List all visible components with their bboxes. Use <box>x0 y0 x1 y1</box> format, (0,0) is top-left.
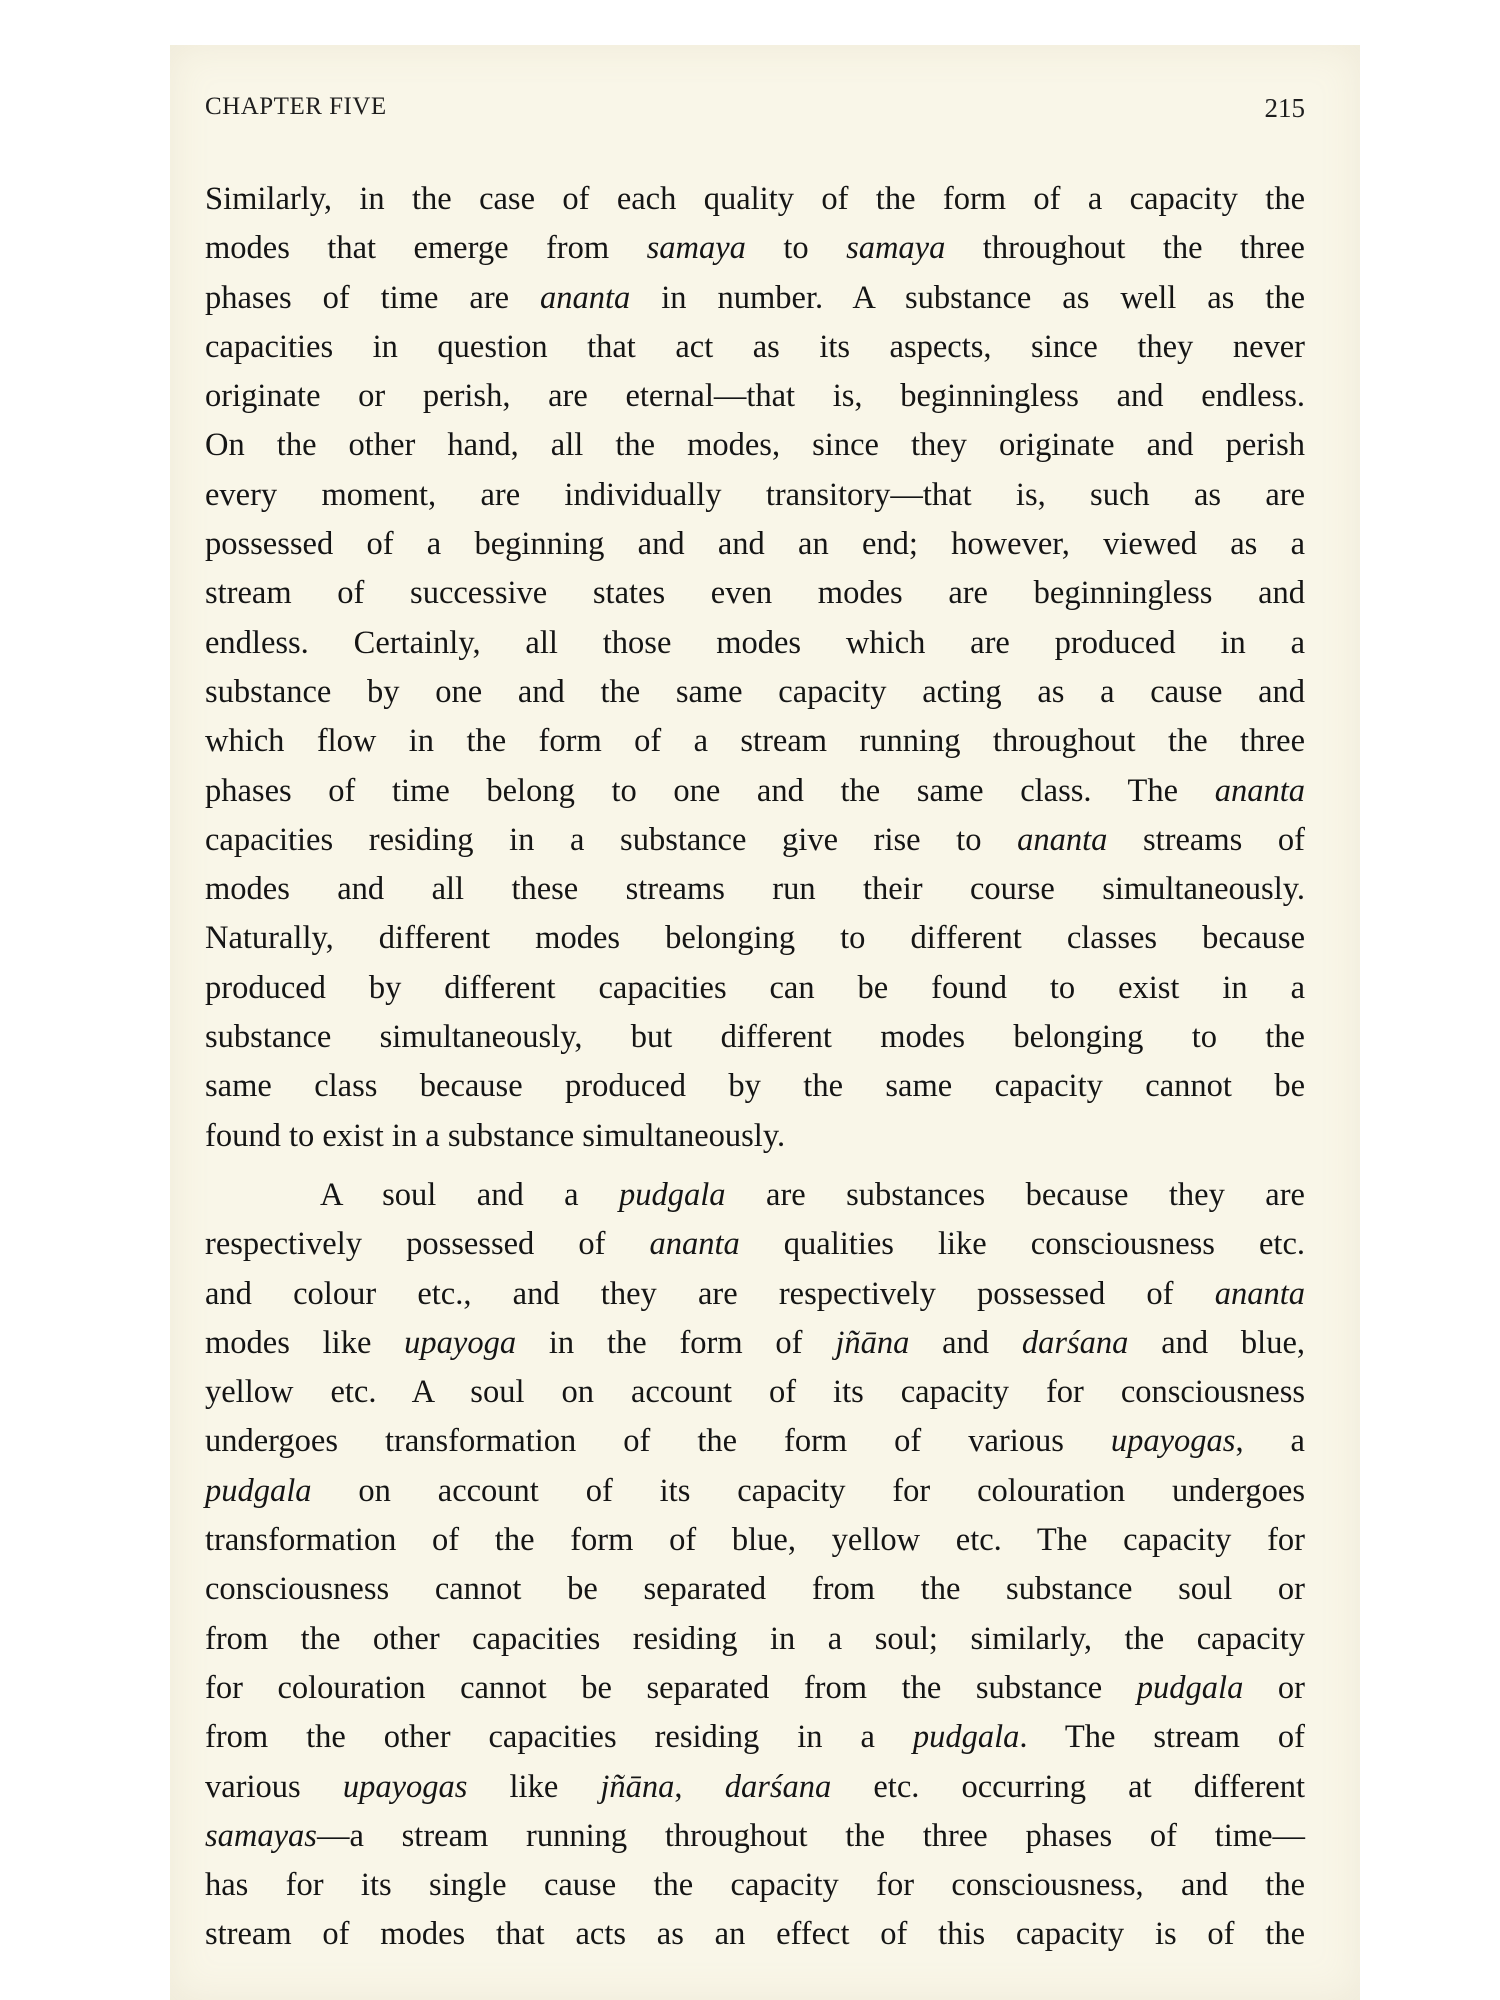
text-line: modes and all these streams run their course simultaneously. <box>205 871 1305 908</box>
text-line: transformation of the form of blue, yellow etc. The capacity for <box>205 1522 1305 1559</box>
text-line: various upayogas like jñāna, darśana etc. occurring at different <box>205 1768 1306 1805</box>
text-line: from the other capacities residing in a soul; similarly, the capacity <box>205 1620 1305 1657</box>
text-line: pudgala on account of its capacity for colouration undergoes <box>205 1472 1305 1509</box>
text-line: respectively possessed of ananta qualities like consciousness etc. <box>205 1226 1305 1263</box>
text-line: stream of modes that acts as an effect of this capacity is of the <box>205 1916 1305 1953</box>
text-line: same class because produced by the same capacity cannot be <box>205 1068 1305 1105</box>
chapter-heading: CHAPTER FIVE <box>205 93 387 120</box>
text-line: possessed of a beginning and and an end; however, viewed as a <box>205 526 1305 563</box>
text-line: modes that emerge from samaya to samaya throughout the three <box>205 230 1305 267</box>
text-line: modes like upayoga in the form of jñāna and darśana and blue, <box>205 1324 1305 1361</box>
text-line: capacities residing in a substance give rise to ananta streams of <box>205 821 1305 858</box>
book-page <box>170 45 1360 2000</box>
text-line: phases of time are ananta in number. A substance as well as the <box>205 279 1305 316</box>
text-line: substance by one and the same capacity acting as a cause and <box>205 673 1305 710</box>
text-line: capacities in question that act as its aspects, since they never <box>205 328 1305 365</box>
text-line: endless. Certainly, all those modes which are produced in a <box>205 624 1305 661</box>
page-number: 215 <box>1264 93 1305 123</box>
text-line: produced by different capacities can be found to exist in a <box>205 969 1305 1006</box>
text-line: undergoes transformation of the form of various upayogas, a <box>205 1423 1305 1460</box>
text-line: consciousness cannot be separated from the substance soul or <box>205 1571 1305 1608</box>
text-line: Similarly, in the case of each quality of the form of a capacity the <box>205 181 1305 217</box>
text-line: stream of successive states even modes are beginningless and <box>205 575 1305 612</box>
text-line: has for its single cause the capacity for consciousness, and the <box>205 1867 1305 1904</box>
text-line: found to exist in a substance simultaneously. <box>205 1117 786 1154</box>
text-line: from the other capacities residing in a pudgala. The stream of <box>205 1719 1305 1756</box>
text-line: phases of time belong to one and the same class. The ananta <box>205 772 1305 809</box>
text-line: for colouration cannot be separated from the substance pudgala or <box>205 1669 1305 1706</box>
text-line: which flow in the form of a stream running throughout the three <box>205 723 1305 760</box>
text-line: On the other hand, all the modes, since they originate and perish <box>205 427 1305 464</box>
text-line: substance simultaneously, but different modes belonging to the <box>205 1019 1305 1056</box>
text-line: Naturally, different modes belonging to different classes because <box>205 920 1305 957</box>
text-line: A soul and a pudgala are substances because they are <box>320 1176 1305 1213</box>
body-text <box>205 175 1305 1960</box>
text-line: every moment, are individually transitory—that is, such as are <box>205 476 1305 513</box>
text-line: samayas—a stream running throughout the three phases of time— <box>205 1817 1305 1854</box>
text-line: originate or perish, are eternal—that is, beginningless and endless. <box>205 378 1305 415</box>
text-line: and colour etc., and they are respectively possessed of ananta <box>205 1275 1305 1312</box>
text-line: yellow etc. A soul on account of its capacity for consciousness <box>205 1374 1305 1411</box>
